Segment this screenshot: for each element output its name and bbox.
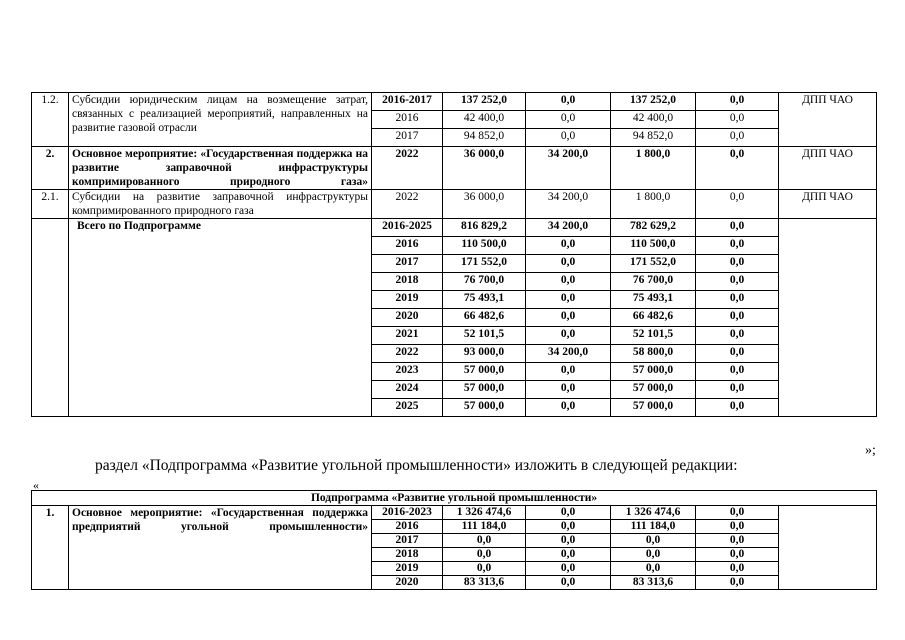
item-number: 2. — [32, 147, 69, 190]
funding-b-cell: 52 101,5 — [611, 327, 696, 345]
total-cell: 0,0 — [443, 562, 526, 576]
year-cell: 2016 — [372, 237, 443, 255]
funding-a-cell: 0,0 — [526, 576, 611, 590]
year-cell: 2018 — [372, 548, 443, 562]
year-cell: 2020 — [372, 576, 443, 590]
total-cell: 1 326 474,6 — [443, 506, 526, 520]
total-cell: 57 000,0 — [443, 381, 526, 399]
funding-a-cell: 0,0 — [526, 327, 611, 345]
year-cell: 2018 — [372, 273, 443, 291]
year-cell: 2024 — [372, 381, 443, 399]
total-cell: 0,0 — [443, 534, 526, 548]
funding-b-cell: 111 184,0 — [611, 520, 696, 534]
year-cell: 2025 — [372, 399, 443, 417]
funding-c-cell: 0,0 — [696, 237, 779, 255]
funding-b-cell: 171 552,0 — [611, 255, 696, 273]
funding-b-cell: 137 252,0 — [611, 93, 696, 111]
total-cell: 36 000,0 — [443, 190, 526, 219]
total-cell: 75 493,1 — [443, 291, 526, 309]
funding-b-cell: 0,0 — [611, 562, 696, 576]
year-cell: 2017 — [372, 129, 443, 147]
total-cell: 42 400,0 — [443, 111, 526, 129]
funding-c-cell: 0,0 — [696, 111, 779, 129]
funding-c-cell: 0,0 — [696, 520, 779, 534]
funding-a-cell: 0,0 — [526, 255, 611, 273]
total-cell: 816 829,2 — [443, 219, 526, 237]
funding-a-cell: 0,0 — [526, 111, 611, 129]
year-cell: 2019 — [372, 562, 443, 576]
subprogram-table — [31, 92, 877, 417]
funding-c-cell: 0,0 — [696, 219, 779, 237]
funding-b-cell: 83 313,6 — [611, 576, 696, 590]
funding-c-cell: 0,0 — [696, 291, 779, 309]
funding-b-cell: 66 482,6 — [611, 309, 696, 327]
funding-c-cell: 0,0 — [696, 147, 779, 190]
year-cell: 2022 — [372, 190, 443, 219]
year-cell: 2019 — [372, 291, 443, 309]
funding-c-cell: 0,0 — [696, 190, 779, 219]
funding-c-cell: 0,0 — [696, 93, 779, 111]
instruction-text: раздел «Подпрограмма «Развитие угольной промышленности» изложить в следующей редакции: — [95, 457, 738, 474]
funding-c-cell: 0,0 — [696, 548, 779, 562]
executor-cell — [779, 219, 877, 417]
funding-a-cell: 0,0 — [526, 520, 611, 534]
year-cell: 2017 — [372, 534, 443, 548]
total-cell: 94 852,0 — [443, 129, 526, 147]
funding-a-cell: 0,0 — [526, 381, 611, 399]
year-cell: 2017 — [372, 255, 443, 273]
funding-c-cell: 0,0 — [696, 345, 779, 363]
year-cell: 2023 — [372, 363, 443, 381]
funding-c-cell: 0,0 — [696, 327, 779, 345]
funding-c-cell: 0,0 — [696, 363, 779, 381]
item-number: 1.2. — [32, 93, 69, 147]
item-description: Субсидии на развитие заправочной инфраструктуры компримированного природного газа — [69, 190, 372, 219]
funding-b-cell: 1 800,0 — [611, 147, 696, 190]
funding-a-cell: 0,0 — [526, 506, 611, 520]
total-cell: 83 313,6 — [443, 576, 526, 590]
year-cell: 2016 — [372, 111, 443, 129]
funding-b-cell: 1 326 474,6 — [611, 506, 696, 520]
funding-b-cell: 0,0 — [611, 534, 696, 548]
closing-quote: »; — [865, 443, 876, 458]
coal-subprogram-table — [31, 490, 877, 590]
item-description: Основное мероприятие: «Государственная поддержка предприятий угольной промышленности» — [69, 506, 372, 590]
year-cell: 2022 — [372, 345, 443, 363]
year-cell: 2016 — [372, 520, 443, 534]
total-cell: 76 700,0 — [443, 273, 526, 291]
year-cell: 2021 — [372, 327, 443, 345]
total-cell: 111 184,0 — [443, 520, 526, 534]
funding-a-cell: 34 200,0 — [526, 219, 611, 237]
funding-b-cell: 1 800,0 — [611, 190, 696, 219]
executor-cell — [779, 506, 877, 590]
total-cell: 93 000,0 — [443, 345, 526, 363]
funding-a-cell: 0,0 — [526, 309, 611, 327]
funding-a-cell: 0,0 — [526, 129, 611, 147]
funding-c-cell: 0,0 — [696, 381, 779, 399]
total-cell: 57 000,0 — [443, 363, 526, 381]
table-row — [32, 506, 877, 520]
funding-b-cell: 94 852,0 — [611, 129, 696, 147]
item-description: Субсидии юридическим лицам на возмещение затрат, связанных с реализацией мероприятий, направленных на развитие газовой отрасли — [69, 93, 372, 147]
funding-b-cell: 57 000,0 — [611, 381, 696, 399]
funding-a-cell: 0,0 — [526, 399, 611, 417]
item-number: 1. — [32, 506, 69, 590]
funding-a-cell: 0,0 — [526, 534, 611, 548]
item-number — [32, 219, 69, 417]
total-cell: 110 500,0 — [443, 237, 526, 255]
total-cell: 137 252,0 — [443, 93, 526, 111]
funding-a-cell: 0,0 — [526, 562, 611, 576]
funding-b-cell: 58 800,0 — [611, 345, 696, 363]
funding-b-cell: 57 000,0 — [611, 363, 696, 381]
funding-b-cell: 110 500,0 — [611, 237, 696, 255]
total-cell: 66 482,6 — [443, 309, 526, 327]
funding-c-cell: 0,0 — [696, 534, 779, 548]
executor-cell: ДПП ЧАО — [779, 93, 877, 147]
executor-cell: ДПП ЧАО — [779, 190, 877, 219]
funding-c-cell: 0,0 — [696, 129, 779, 147]
total-cell: 171 552,0 — [443, 255, 526, 273]
item-number: 2.1. — [32, 190, 69, 219]
total-cell: 0,0 — [443, 548, 526, 562]
funding-a-cell: 0,0 — [526, 93, 611, 111]
funding-b-cell: 782 629,2 — [611, 219, 696, 237]
subprogram-title: Подпрограмма «Развитие угольной промышленности» — [32, 491, 877, 506]
year-cell: 2016-2023 — [372, 506, 443, 520]
year-cell: 2022 — [372, 147, 443, 190]
opening-quote: « — [33, 478, 39, 492]
funding-a-cell: 0,0 — [526, 363, 611, 381]
funding-b-cell: 0,0 — [611, 548, 696, 562]
funding-a-cell: 34 200,0 — [526, 147, 611, 190]
table-row — [32, 190, 877, 219]
year-cell: 2016-2025 — [372, 219, 443, 237]
funding-b-cell: 57 000,0 — [611, 399, 696, 417]
funding-b-cell: 75 493,1 — [611, 291, 696, 309]
total-cell: 36 000,0 — [443, 147, 526, 190]
total-cell: 52 101,5 — [443, 327, 526, 345]
year-cell: 2016-2017 — [372, 93, 443, 111]
year-cell: 2020 — [372, 309, 443, 327]
funding-c-cell: 0,0 — [696, 255, 779, 273]
table-row — [32, 147, 877, 190]
funding-c-cell: 0,0 — [696, 506, 779, 520]
funding-c-cell: 0,0 — [696, 273, 779, 291]
funding-b-cell: 76 700,0 — [611, 273, 696, 291]
executor-cell: ДПП ЧАО — [779, 147, 877, 190]
total-label: Всего по Подпрограмме — [69, 219, 372, 417]
funding-c-cell: 0,0 — [696, 576, 779, 590]
funding-a-cell: 34 200,0 — [526, 345, 611, 363]
funding-a-cell: 0,0 — [526, 273, 611, 291]
table-row — [32, 93, 877, 111]
item-description: Основное мероприятие: «Государственная поддержка на развитие заправочной инфраструктуры компримированного природного газа» — [69, 147, 372, 190]
funding-a-cell: 0,0 — [526, 548, 611, 562]
funding-b-cell: 42 400,0 — [611, 111, 696, 129]
table-row — [32, 491, 877, 506]
funding-c-cell: 0,0 — [696, 309, 779, 327]
funding-a-cell: 0,0 — [526, 291, 611, 309]
funding-c-cell: 0,0 — [696, 399, 779, 417]
funding-a-cell: 0,0 — [526, 237, 611, 255]
funding-a-cell: 34 200,0 — [526, 190, 611, 219]
table-row — [32, 219, 877, 237]
total-cell: 57 000,0 — [443, 399, 526, 417]
funding-c-cell: 0,0 — [696, 562, 779, 576]
